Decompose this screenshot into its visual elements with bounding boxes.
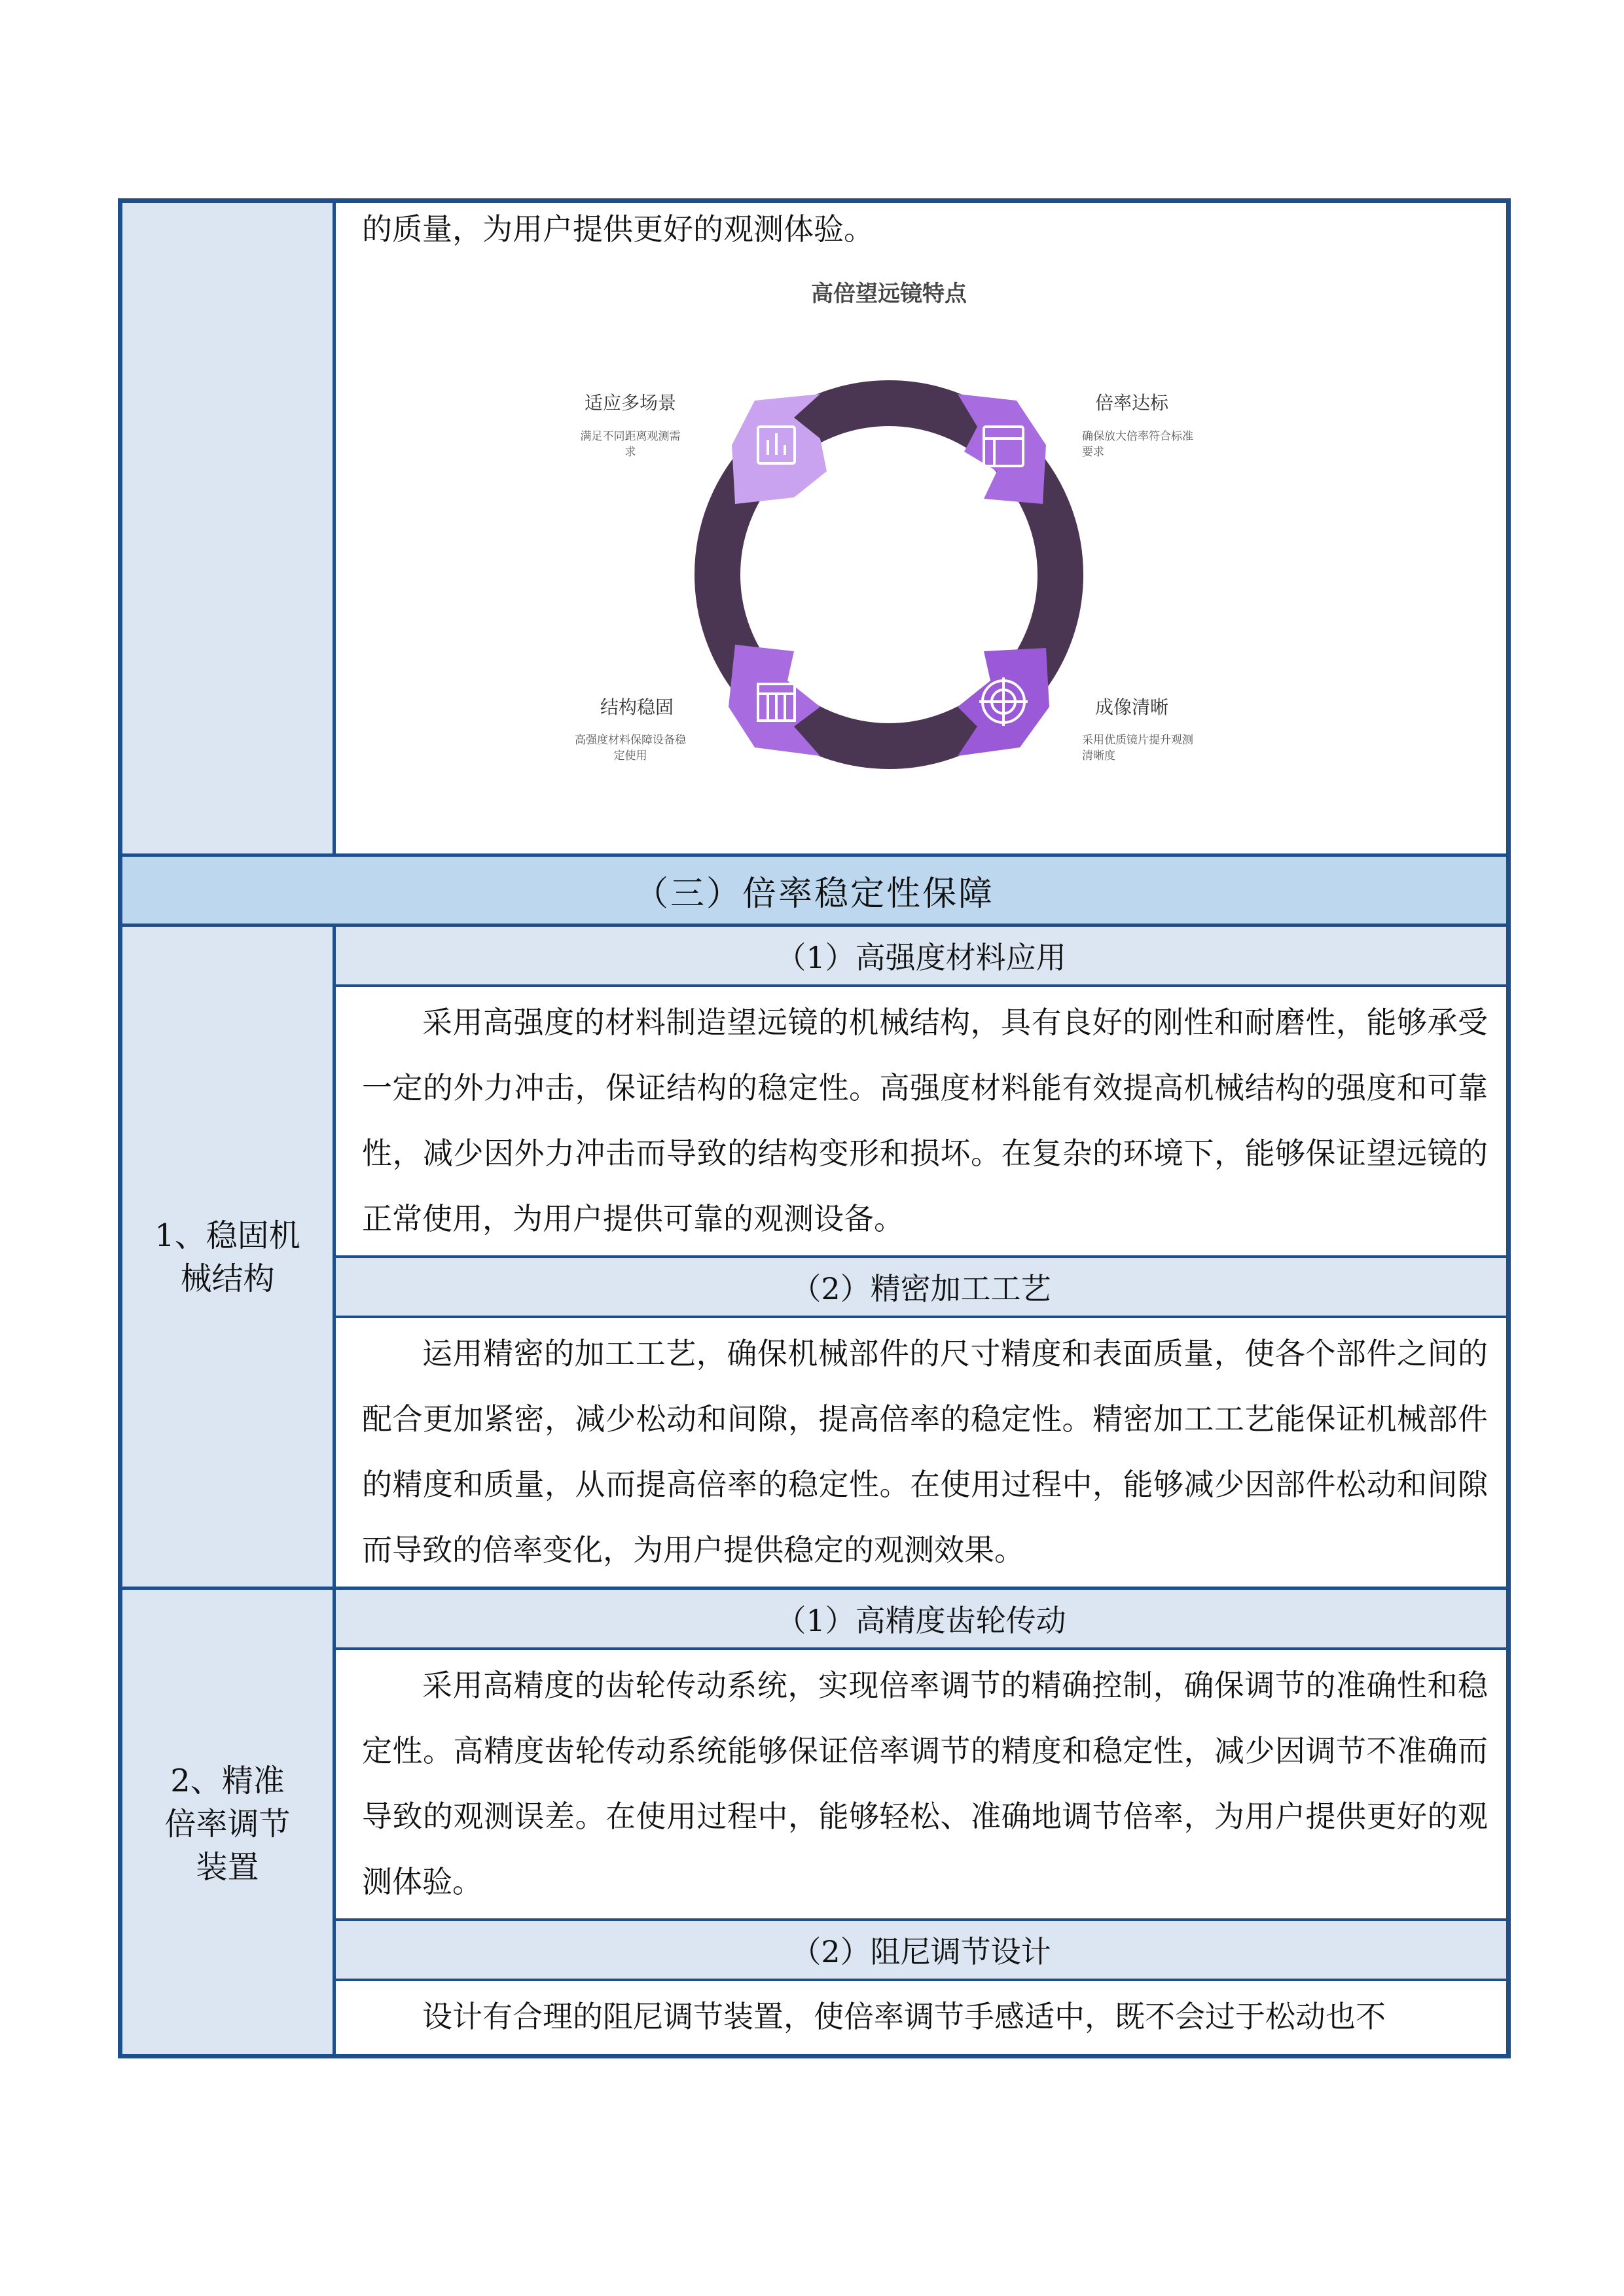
group2-sub2-heading xyxy=(336,1921,1506,1979)
group2-sub2-title: （2）阻尼调节设计 xyxy=(791,1934,1051,1969)
group1-sub2-title: （2）精密加工工艺 xyxy=(791,1271,1051,1306)
feature-desc-top-right-1: 确保放大倍率符合标准 xyxy=(1082,430,1193,443)
group1-sub1-title: （1）高强度材料应用 xyxy=(776,940,1066,975)
group1-sub1-heading xyxy=(336,927,1506,984)
group2-sub1-text: 采用高精度的齿轮传动系统，实现倍率调节的精确控制，确保调节的准确性和稳定性。高精度齿轮传动系统能够保证倍率调节的精度和稳定性，减少因调节不准确而导致的观测误差。在使用过程中，能够轻松、准确地调节倍率，为用户提供更好的观测体验。 xyxy=(362,1668,1488,1899)
feature-desc-bottom-left-1: 高强度材料保障设备稳 xyxy=(575,734,686,747)
group2-sub1-title: （1）高精度齿轮传动 xyxy=(776,1603,1066,1638)
feature-desc-bottom-left-2: 定使用 xyxy=(613,749,647,762)
diagram-title: 高倍望远镜特点 xyxy=(811,281,967,307)
section-title-text: （三）倍率稳定性保障 xyxy=(634,874,994,914)
group1-sub2-heading xyxy=(336,1258,1506,1316)
figure-cell xyxy=(336,203,1506,853)
feature-desc-bottom-right-1: 采用优质镜片提升观测 xyxy=(1082,734,1193,747)
feature-desc-top-left-1: 满足不同距离观测需 xyxy=(580,430,681,443)
group1-label-cell xyxy=(122,927,336,1588)
arrow-top-right xyxy=(958,394,1046,504)
features-diagram xyxy=(336,255,1511,844)
content-table xyxy=(118,198,1511,2058)
feature-desc-top-right-2: 要求 xyxy=(1082,446,1104,459)
left-column-cell xyxy=(122,203,336,853)
feature-title-top-right: 倍率达标 xyxy=(1095,392,1169,414)
group2-sub1-heading xyxy=(336,1590,1506,1647)
group1-sub2-text: 运用精密的加工工艺，确保机械部件的尺寸精度和表面质量，使各个部件之间的配合更加紧密，减少松动和间隙，提高倍率的稳定性。精密加工工艺能保证机械部件的精度和质量，从而提高倍率的稳定性。在使用过程中，能够减少因部件松动和间隙而导致的倍率变化，为用户提供稳定的观测效果。 xyxy=(362,1336,1488,1568)
feature-desc-bottom-right-2: 清晰度 xyxy=(1082,749,1115,762)
arrow-bottom-right xyxy=(958,648,1049,756)
group1-label: 1、稳固机械结构 xyxy=(154,1217,300,1297)
group2-sub2-text: 设计有合理的阻尼调节装置，使倍率调节手感适中，既不会过于松动也不 xyxy=(422,1999,1386,2034)
feature-title-bottom-left: 结构稳固 xyxy=(600,696,674,718)
group2-label-cell xyxy=(122,1590,336,2058)
continued-text: 的质量，为用户提供更好的观测体验。 xyxy=(362,211,874,247)
feature-title-bottom-right: 成像清晰 xyxy=(1095,696,1169,718)
feature-desc-top-left-2: 求 xyxy=(624,446,636,459)
section-title xyxy=(122,857,1506,924)
group1-sub1-text: 采用高强度的材料制造望远镜的机械结构，具有良好的刚性和耐磨性，能够承受一定的外力冲击，保证结构的稳定性。高强度材料能有效提高机械结构的强度和可靠性，减少因外力冲击而导致的结构变形和损坏。在复杂的环境下，能够保证望远镜的正常使用，为用户提供可靠的观测设备。 xyxy=(362,1005,1488,1236)
group2-label: 2、精准倍率调节装置 xyxy=(164,1763,291,1886)
feature-title-top-left: 适应多场景 xyxy=(584,392,677,414)
